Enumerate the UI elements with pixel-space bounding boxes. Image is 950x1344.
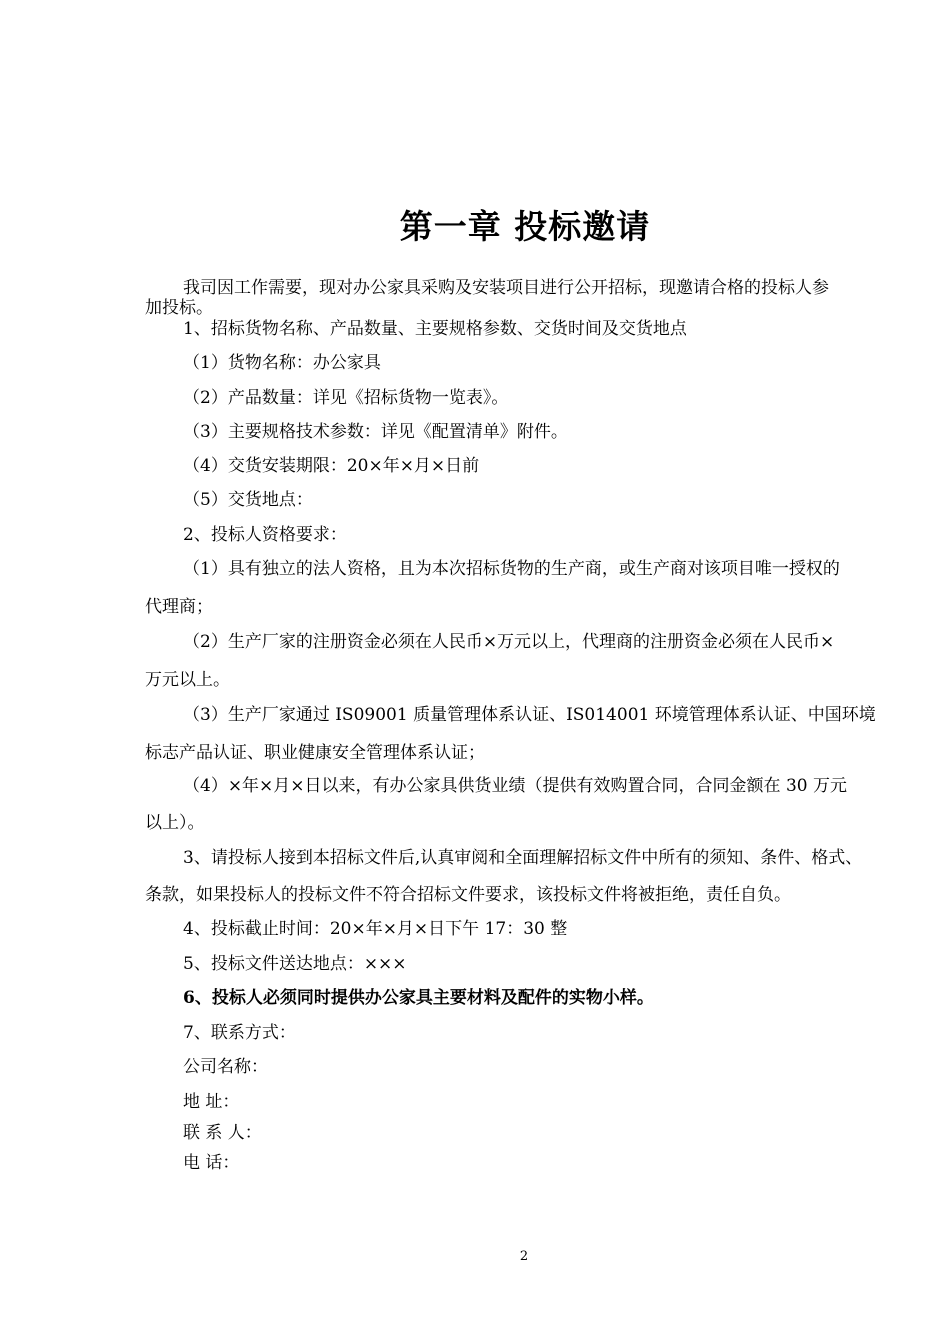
- section-1-item-5: （5）交货地点：: [183, 490, 313, 510]
- intro-line-2: 加投标。: [145, 298, 213, 318]
- requirement-2-line-2: 万元以上。: [145, 670, 230, 690]
- intro-line-1: 我司因工作需要，现对办公家具采购及安装项目进行公开招标，现邀请合格的投标人参: [183, 278, 829, 298]
- section-3-line-1: 3、请投标人接到本招标文件后,认真审阅和全面理解招标文件中所有的须知、条件、格式、: [183, 848, 863, 868]
- section-1-item-4: （4）交货安装期限：20×年×月×日前: [183, 456, 480, 476]
- section-3-line-2: 条款，如果投标人的投标文件不符合招标文件要求，该投标文件将被拒绝，责任自负。: [145, 885, 791, 905]
- section-1-item-3: （3）主要规格技术参数：详见《配置清单》附件。: [183, 422, 568, 442]
- requirement-3-line-1: （3）生产厂家通过 IS09001 质量管理体系认证、IS014001 环境管理体系认证、中国环境: [183, 705, 876, 725]
- section-6: 6、投标人必须同时提供办公家具主要材料及配件的实物小样。: [183, 988, 654, 1008]
- section-1-heading: 1、招标货物名称、产品数量、主要规格参数、交货时间及交货地点: [183, 319, 687, 339]
- section-4: 4、投标截止时间：20×年×月×日下午 17：30 整: [183, 919, 568, 939]
- contact-person-label: 联 系 人：: [183, 1123, 262, 1143]
- contact-company-label: 公司名称：: [183, 1057, 268, 1077]
- requirement-3-line-2: 标志产品认证、职业健康安全管理体系认证；: [145, 743, 485, 763]
- section-7-heading: 7、联系方式：: [183, 1023, 296, 1043]
- page-number: 2: [519, 1249, 529, 1264]
- contact-phone-label: 电 话：: [183, 1153, 240, 1173]
- contact-address-label: 地 址：: [183, 1092, 240, 1112]
- requirement-4-line-1: （4）×年×月×日以来，有办公家具供货业绩（提供有效购置合同，合同金额在 30 万元: [183, 776, 847, 796]
- section-1-item-2: （2）产品数量：详见《招标货物一览表》。: [183, 388, 509, 408]
- requirement-2-line-1: （2）生产厂家的注册资金必须在人民币×万元以上，代理商的注册资金必须在人民币×: [183, 632, 835, 652]
- chapter-title: 第一章 投标邀请: [399, 207, 651, 246]
- section-5: 5、投标文件送达地点：×××: [183, 954, 407, 974]
- requirement-1-line-1: （1）具有独立的法人资格，且为本次招标货物的生产商，或生产商对该项目唯一授权的: [183, 559, 840, 579]
- requirement-4-line-2: 以上）。: [145, 813, 205, 833]
- section-1-item-1: （1）货物名称：办公家具: [183, 353, 381, 373]
- section-2-heading: 2、投标人资格要求：: [183, 525, 347, 545]
- requirement-1-line-2: 代理商；: [145, 597, 213, 617]
